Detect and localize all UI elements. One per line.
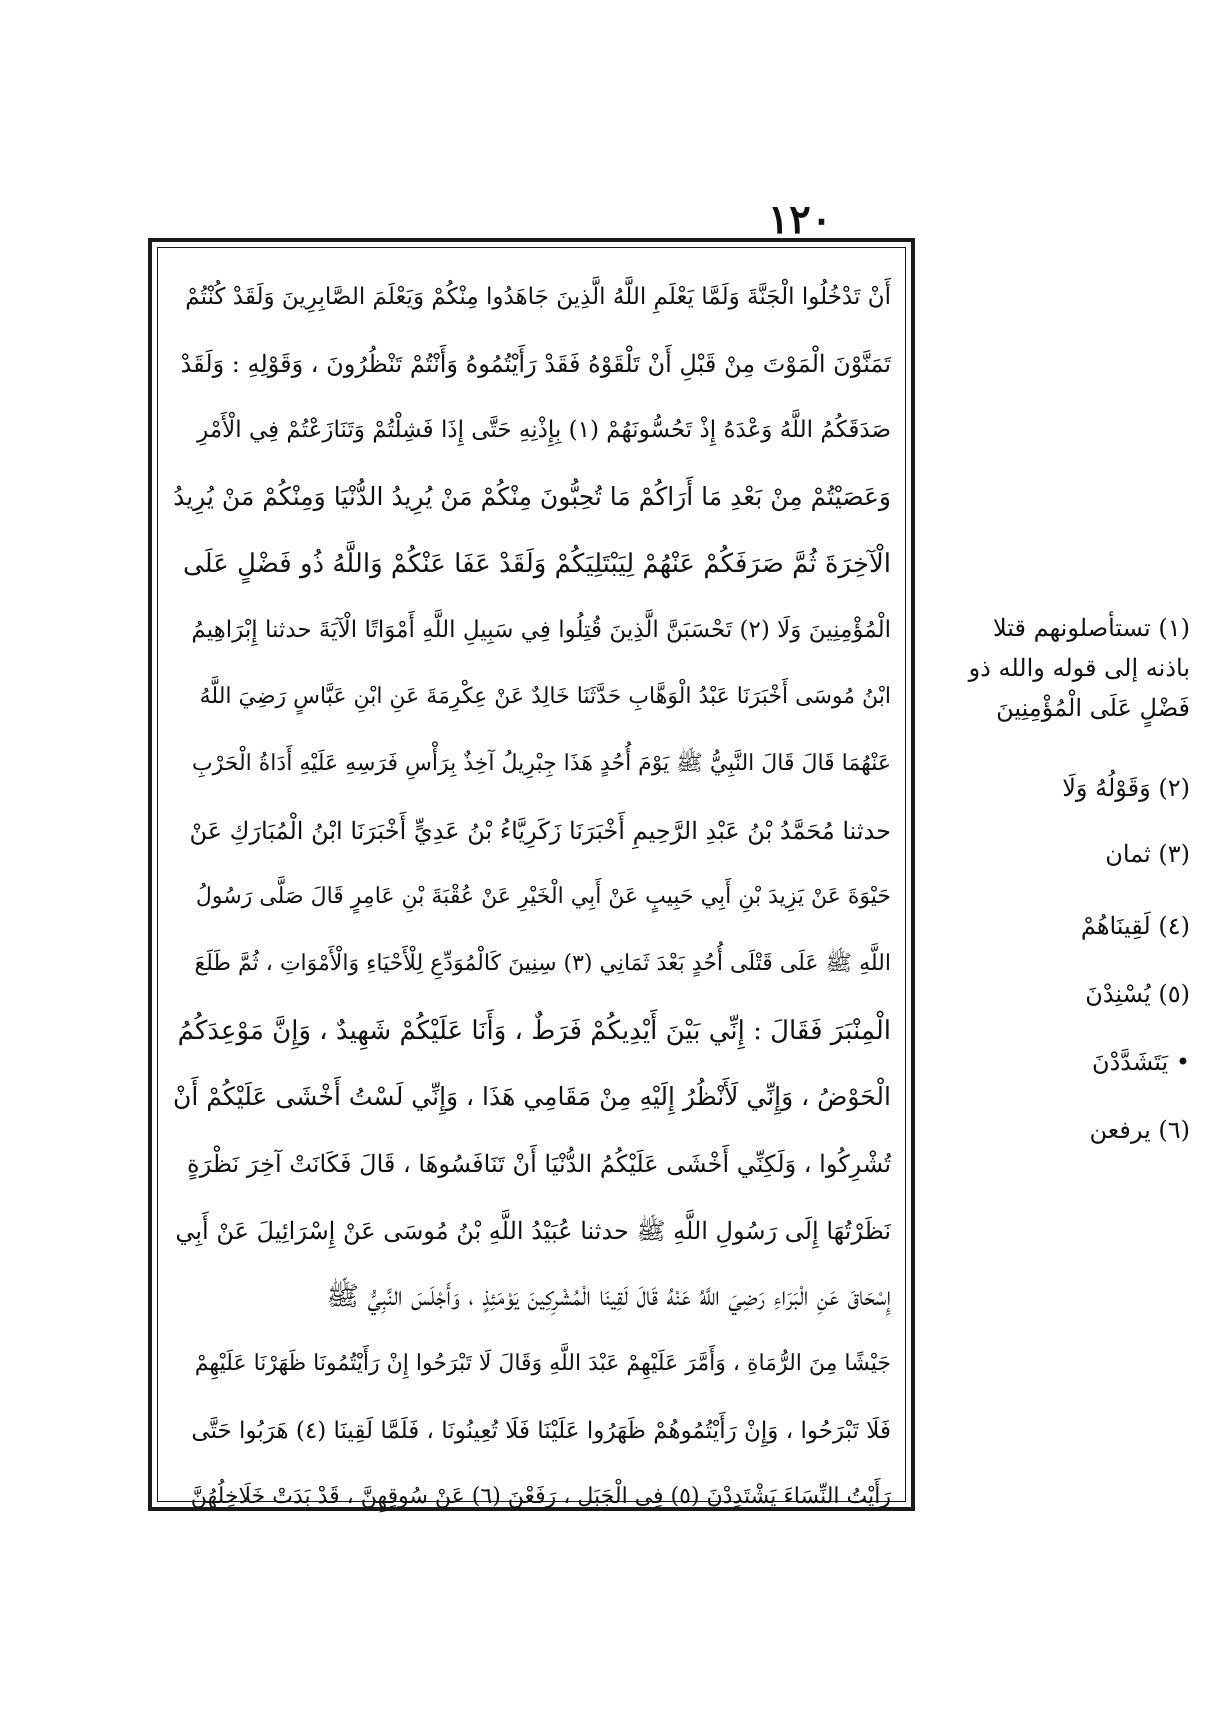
margin-note-1: (١) تستأصلونهم قتلا	[992, 614, 1190, 642]
text-line: نَظَرْتُهَا إِلَى رَسُولِ اللَّهِ ﷺ حدثنا عُبَيْدُ اللَّهِ بْنُ مُوسَى عَنْ إِسْرَائِيلَ عَنْ أَبِي	[175, 1216, 891, 1245]
text-line: تَمَنَّوْنَ الْمَوْتَ مِنْ قَبْلِ أَنْ تَلْقَوْهُ فَقَدْ رَأَيْتُمُوهُ وَأَنْتُمْ تَنْظُرُونَ ، وَقَوْلِهِ : وَلَقَدْ	[180, 349, 891, 378]
text-frame	[148, 238, 915, 1511]
text-line: صَدَقَكُمُ اللَّهُ وَعْدَهُ إِذْ تَحُسُّونَهُمْ (١) بِإِذْنِهِ حَتَّى إِذَا فَشِلْتُمْ وَتَنَازَعْتُمْ فِي الْأَمْرِ	[197, 417, 891, 444]
text-line: حدثنا مُحَمَّدُ بْنُ عَبْدِ الرَّحِيمِ أَخْبَرَنَا زَكَرِيَّاءُ بْنُ عَدِيٍّ أَخْبَرَنَا ابْنُ الْمُبَارَكِ عَنْ	[189, 816, 891, 845]
margin-note-2: (٢) وَقَوْلُهُ وَلَا	[1062, 774, 1190, 802]
text-line: الْآخِرَةَ ثُمَّ صَرَفَكُمْ عَنْهُمْ لِيَبْتَلِيَكُمْ وَلَقَدْ عَفَا عَنْكُمْ وَاللَّهُ ذُو فَضْلٍ عَلَى	[182, 548, 891, 579]
text-line: اللَّهِ ﷺ عَلَى قَتْلَى أُحُدٍ بَعْدَ ثَمَانِي (٣) سِنِينَ كَالْمُوَدِّعِ لِلْأَحْيَاءِ وَالْأَمْوَاتِ ، ثُمَّ طَلَعَ	[194, 950, 891, 976]
text-line: عَنْهُمَا قَالَ قَالَ النَّبِيُّ ﷺ يَوْمَ أُحُدٍ هَذَا جِبْرِيلُ آخِذٌ بِرَأْسِ فَرَسِهِ عَلَيْهِ أَدَاةُ الْحَرْبِ	[191, 750, 891, 776]
text-line: الْمِنْبَرَ فَقَالَ : إِنِّي بَيْنَ أَيْدِيكُمْ فَرَطٌ ، وَأَنَا عَلَيْكُمْ شَهِيدٌ ، وَإِنَّ مَوْعِدَكُمُ	[177, 1015, 891, 1046]
text-line: أَنْ تَدْخُلُوا الْجَنَّةَ وَلَمَّا يَعْلَمِ اللَّهُ الَّذِينَ جَاهَدُوا مِنْكُمْ وَيَعْلَمَ الصَّابِرِينَ وَلَقَدْ كُنْتُمْ	[185, 284, 891, 310]
margin-note-5-variant: • يَتَشَدَّدْنَ	[1091, 1048, 1190, 1076]
text-line: ابْنُ مُوسَى أَخْبَرَنَا عَبْدُ الْوَهَّابِ حَدَّثَنَا خَالِدٌ عَنْ عِكْرِمَةَ عَنِ ابْنِ عَبَّاسٍ رَضِيَ اللَّهُ	[199, 684, 891, 710]
text-line: الْمُؤْمِنِينَ وَلَا (٢) تَحْسَبَنَّ الَّذِينَ قُتِلُوا فِي سَبِيلِ اللَّهِ أَمْوَاتًا الْآيَةَ حدثنا إِبْرَاهِيمُ	[191, 617, 891, 644]
margin-note-4: (٤) لَقِينَاهُمْ	[1080, 912, 1190, 940]
text-line: تُشْرِكُوا ، وَلَكِنِّي أَخْشَى عَلَيْكُمُ الدُّنْيَا أَنْ تَنَافَسُوهَا ، قَالَ فَكَانَتْ آخِرَ نَظْرَةٍ	[187, 1149, 891, 1178]
page-number: ١٢٠	[767, 196, 833, 243]
margin-note-6: (٦) يرفعن	[1089, 1116, 1190, 1144]
margin-note-1-continuation: فَضْلٍ عَلَى الْمُؤْمِنِينَ	[996, 694, 1190, 722]
text-line: حَيْوَةَ عَنْ يَزِيدَ بْنِ أَبِي حَبِيبٍ عَنْ أَبِي الْخَيْرِ عَنْ عُقْبَةَ بْنِ عَامِرٍ قَالَ صَلَّى رَسُولُ	[195, 884, 891, 910]
margin-note-3: (٣) ثمان	[1105, 840, 1190, 868]
main-text-block	[172, 264, 891, 1531]
margin-note-5: (٥) يُسْنِدْنَ	[1085, 980, 1190, 1008]
margin-note-1-continuation: باذنه إلى قوله والله ذو	[968, 654, 1190, 682]
text-line: وَعَصَيْتُمْ مِنْ بَعْدِ مَا أَرَاكُمْ مَا تُحِبُّونَ مِنْكُمْ مَنْ يُرِيدُ الدُّنْيَا وَمِنْكُمْ مَنْ يُرِيدُ	[173, 482, 891, 512]
text-line: رَأَيْتُ النِّسَاءَ يَشْتَدِدْنَ (٥) فِي الْجَبَلِ ، رَفَعْنَ (٦) عَنْ سُوقِهِنَّ ، قَدْ بَدَتْ خَلَاخِلُهُنَّ	[190, 1484, 891, 1510]
text-line: فَلَا تَبْرَحُوا ، وَإِنْ رَأَيْتُمُوهُمْ ظَهَرُوا عَلَيْنَا فَلَا تُعِينُونَا ، فَلَمَّا لَقِينَا (٤) هَرَبُوا حَتَّى	[191, 1417, 891, 1444]
text-line: إِسْحَاقَ عَنِ الْبَرَاءِ رَضِيَ اللَّهُ عَنْهُ قَالَ لَقِينَا الْمُشْرِكِينَ يَوْمَئِذٍ ، وَأَجْلَسَ النَّبِيُّ ﷺ	[326, 1281, 891, 1313]
text-line: الْحَوْضُ ، وَإِنِّي لَأَنْظُرُ إِلَيْهِ مِنْ مَقَامِي هَذَا ، وَإِنِّي لَسْتُ أَخْشَى عَلَيْكُمْ أَنْ	[173, 1082, 891, 1112]
text-line: جَيْشًا مِنَ الرُّمَاةِ ، وَأَمَّرَ عَلَيْهِمْ عَبْدَ اللَّهِ وَقَالَ لَا تَبْرَحُوا إِنْ رَأَيْتُمُونَا ظَهَرْنَا عَلَيْهِمْ	[194, 1351, 891, 1376]
